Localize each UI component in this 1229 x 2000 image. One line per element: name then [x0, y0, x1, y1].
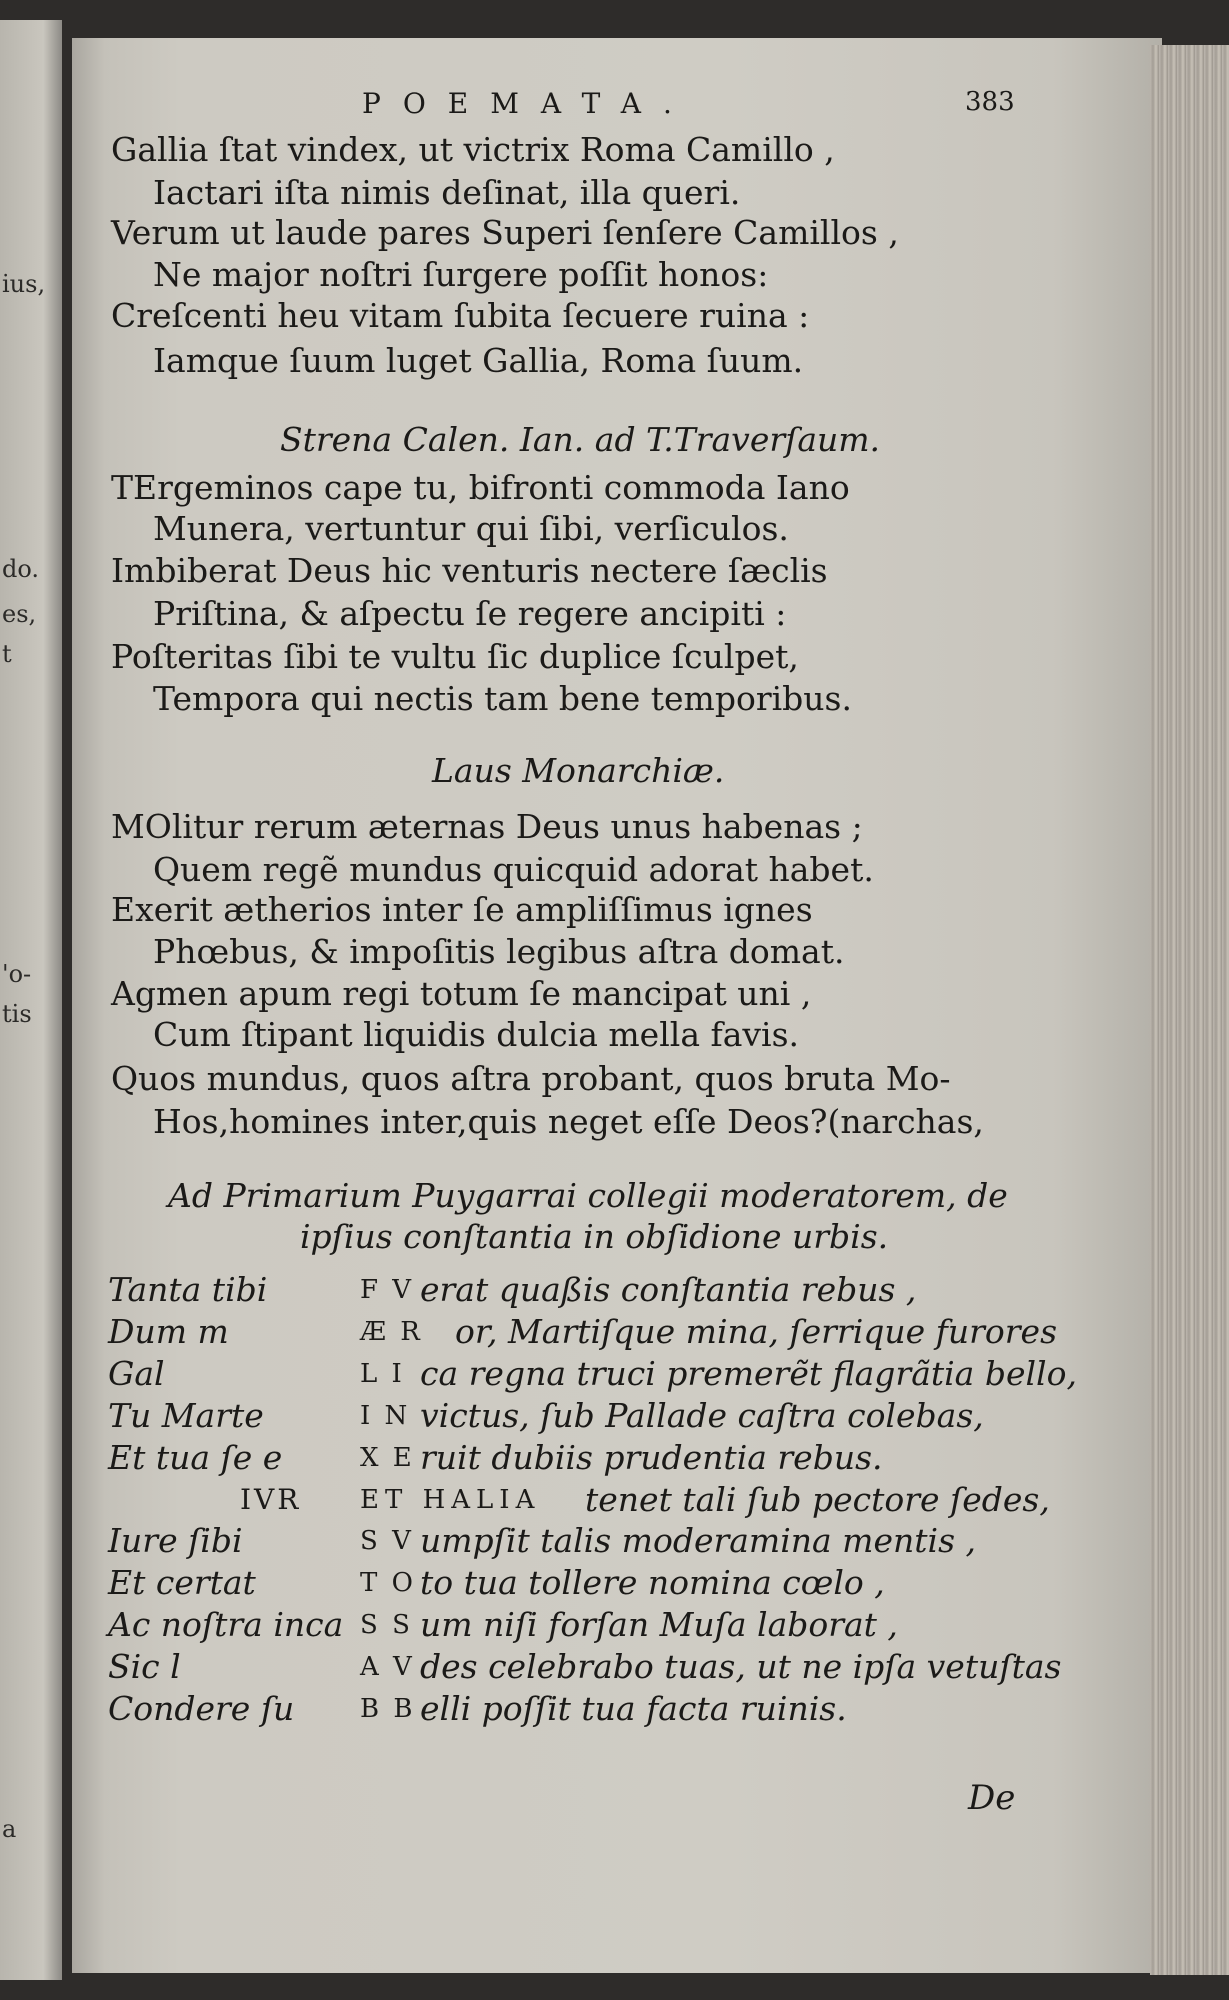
verse-line: Priſtina, & aſpectu ſe regere ancipiti : [153, 594, 787, 633]
page-number: 383 [965, 87, 1015, 117]
margin-fragment: 'o- [2, 960, 32, 988]
acrostic-letters: F V [360, 1275, 415, 1305]
verse-line: Ne major noſtri ſurgere poſſit honos: [153, 255, 769, 294]
acrostic-letters: L I [360, 1358, 405, 1389]
verse-line: MOlitur rerum æternas Deus unus habenas ; [111, 807, 863, 846]
poem-title: Ad Primarium Puygarrai collegii moderatorem, de [168, 1176, 1008, 1215]
acrostic-left: Condere ſu [108, 1689, 295, 1728]
verse-line: Poſteritas ſibi te vultu ſic duplice ſculpet, [111, 637, 799, 676]
verse-line: Cum ſtipant liquidis dulcia mella favis. [153, 1015, 799, 1054]
acrostic-left: Sic l [108, 1647, 181, 1687]
acrostic-letters: S V [360, 1526, 414, 1557]
acrostic-right: umpſit talis moderamina mentis , [420, 1521, 976, 1561]
verse-line: Quem regẽ mundus quicquid adorat habet. [153, 850, 874, 889]
verse-line: Tempora qui nectis tam bene temporibus. [153, 679, 852, 718]
margin-fragment: ius, [2, 270, 46, 298]
acrostic-right: elli poſſit tua facta ruinis. [420, 1689, 847, 1728]
verse-line: Quos mundus, quos aſtra probant, quos bruta Mo- [111, 1059, 951, 1098]
acrostic-letters: T O [360, 1568, 416, 1599]
verse-line: Munera, vertuntur qui ſibi, verſiculos. [153, 509, 789, 548]
poem-title: Laus Monarchiæ. [432, 751, 725, 790]
acrostic-letters: ET HALIA [360, 1484, 541, 1515]
acrostic-letters: B B [360, 1694, 416, 1724]
acrostic-right: tenet tali ſub pectore ſedes, [585, 1479, 1050, 1519]
acrostic-left: Et tua ſe e [108, 1437, 283, 1477]
acrostic-right: victus, ſub Pallade caſtra colebas, [420, 1395, 984, 1435]
margin-fragment: t [2, 640, 12, 668]
verse-line: Verum ut laude pares Superi ſenſere Camillos , [111, 213, 899, 252]
verse-line: Hos,homines inter,quis neget eſſe Deos?(narchas, [153, 1102, 984, 1141]
acrostic-left: Ac noſtra inca [108, 1605, 344, 1645]
acrostic-right: to tua tollere nomina cœlo , [420, 1563, 885, 1603]
acrostic-letters: X E [360, 1442, 415, 1473]
verse-line: Agmen apum regi totum ſe mancipat uni , [111, 974, 812, 1013]
verse-line: Iactari iſta nimis deſinat, illa queri. [153, 173, 741, 212]
acrostic-left: Gal [108, 1353, 165, 1393]
acrostic-letters: Æ R [360, 1316, 423, 1347]
acrostic-left: IVR [240, 1482, 302, 1516]
acrostic-left: Et certat [108, 1563, 256, 1603]
acrostic-right: erat quaßis conſtantia rebus , [420, 1270, 917, 1309]
acrostic-left: Dum m [108, 1311, 229, 1351]
verse-line: Gallia ſtat vindex, ut victrix Roma Camillo , [111, 130, 835, 169]
margin-fragment: es, [2, 600, 37, 628]
catchword: De [968, 1778, 1016, 1818]
acrostic-right: or, Martiſque mina, ſerrique furores [455, 1311, 1058, 1351]
verse-line: Iamque ſuum luget Gallia, Roma ſuum. [153, 341, 804, 380]
acrostic-letters: A V [360, 1652, 415, 1683]
acrostic-right: des celebrabo tuas, ut ne ipſa vetuſtas [420, 1647, 1062, 1687]
acrostic-letters: S S [360, 1610, 413, 1641]
acrostic-left: Tu Marte [108, 1395, 264, 1435]
margin-fragment: a [2, 1815, 17, 1843]
verse-line: Phœbus, & impoſitis legibus aſtra domat. [153, 932, 845, 971]
verse-line: Exerit ætherios inter ſe ampliſſimus ignes [111, 890, 813, 929]
acrostic-right: um niſi forſan Muſa laborat , [420, 1605, 898, 1645]
margin-fragment: do. [2, 555, 40, 583]
acrostic-right: ruit dubiis prudentia rebus. [420, 1437, 883, 1477]
acrostic-right: ca regna truci premerẽt flagrãtia bello, [420, 1353, 1077, 1393]
acrostic-left: Iure ſibi [108, 1521, 243, 1561]
margin-fragment: tis [2, 1000, 32, 1028]
verse-line: Creſcenti heu vitam ſubita ſecuere ruina : [111, 296, 810, 335]
acrostic-left: Tanta tibi [108, 1270, 268, 1309]
poem-title: Strena Calen. Ian. ad T.Traverſaum. [280, 420, 881, 459]
page-edges [1150, 45, 1229, 1975]
verse-line: Imbiberat Deus hic venturis nectere ſæclis [111, 551, 828, 590]
acrostic-letters: I N [360, 1400, 411, 1431]
running-title: POEMATA. [362, 87, 694, 120]
poem-subtitle: ipſius conſtantia in obſidione urbis. [300, 1217, 889, 1256]
verse-line: TErgeminos cape tu, bifronti commoda Iano [111, 468, 850, 507]
